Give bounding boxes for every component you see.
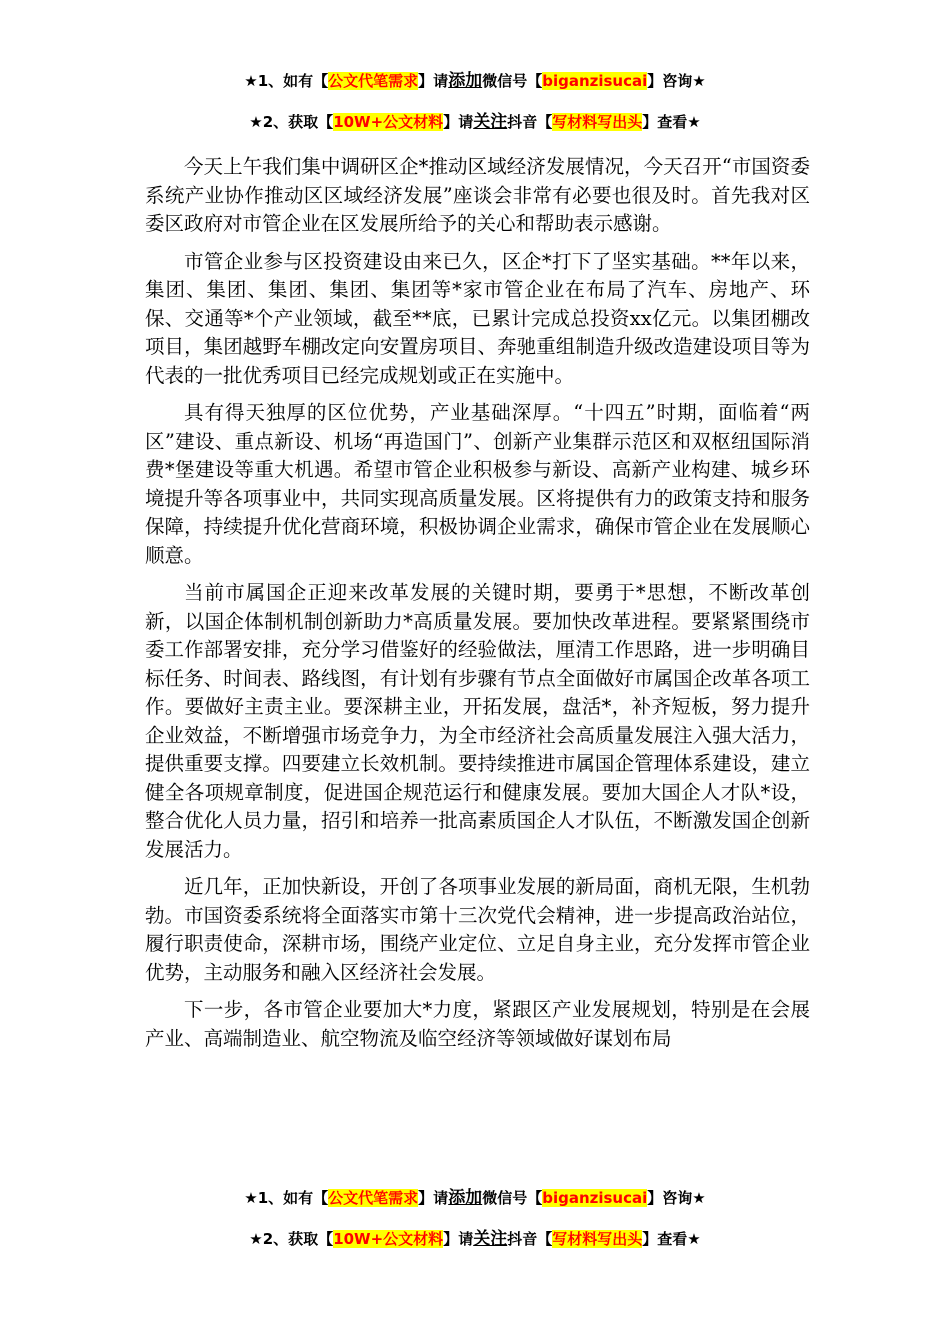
banner-highlight: 写材料写出头 — [552, 1230, 643, 1248]
banner-text: 】咨询★ — [647, 1189, 706, 1207]
banner-highlight: biganzisucai — [542, 72, 648, 90]
banner-text: ★1、如有【 — [244, 1189, 329, 1207]
banner-text: 抖音【 — [507, 1230, 553, 1248]
paragraph: 市管企业参与区投资建设由来已久，区企*打下了坚实基础。**年以来，集团、集团、集团、集团、集团等*家市管企业在布局了汽车、房地产、环保、交通等*个产业领域，截至**底，已累计完成总投资xx亿元。以集团棚改项目，集团越野车棚改定向安置房项目、奔驰重组制造升级改造建设项目等为代表的一批优秀项目已经完成规划或正在实施中。 — [145, 249, 810, 387]
banner-text: ★2、获取【 — [249, 113, 334, 131]
banner-text: ★2、获取【 — [249, 1230, 334, 1248]
bottom-banner-line-2 — [0, 1229, 950, 1249]
banner-highlight: 写材料写出头 — [552, 113, 643, 131]
paragraph: 近几年，正加快新设，开创了各项事业发展的新局面，商机无限，生机勃勃。市国资委系统将全面落实市第十三次党代会精神，进一步提高政治站位，履行职责使命，深耕市场，围绕产业定位、立足自身主业，充分发挥市管企业优势，主动服务和融入区经济社会发展。 — [145, 875, 810, 984]
banner-highlight: 10W+公文材料 — [333, 1230, 444, 1248]
banner-text: 】请 — [443, 113, 474, 131]
banner-text: 】咨询★ — [647, 72, 706, 90]
banner-highlight: 公文代笔需求 — [328, 1189, 419, 1207]
paragraph: 具有得天独厚的区位优势，产业基础深厚。“十四五”时期，面临着“两区”建设、重点新设、机场“再造国门”、创新产业集群示范区和双枢纽国际消费*堡建设等重大机遇。希望市管企业积极参与新设、高新产业构建、城乡环境提升等各项事业中，共同实现高质量发展。区将提供有力的政策支持和服务保障，持续提升优化营商环境，积极协调企业需求，确保市管企业在发展顺心顺意。 — [145, 401, 810, 567]
banner-highlight: biganzisucai — [542, 1189, 648, 1207]
banner-underline: 添加 — [448, 1188, 483, 1208]
banner-text: 微信号【 — [482, 72, 543, 90]
banner-text: 】请 — [418, 1189, 449, 1207]
banner-text: 】查看★ — [642, 1230, 701, 1248]
banner-text: 微信号【 — [482, 1189, 543, 1207]
document-body — [145, 153, 810, 1062]
banner-text: 】查看★ — [642, 113, 701, 131]
banner-highlight: 公文代笔需求 — [328, 72, 419, 90]
banner-text: 抖音【 — [507, 113, 553, 131]
banner-highlight: 10W+公文材料 — [333, 113, 444, 131]
top-banner-line-1 — [0, 71, 950, 91]
banner-text: 】请 — [443, 1230, 474, 1248]
banner-underline: 关注 — [473, 112, 508, 132]
paragraph: 当前市属国企正迎来改革发展的关键时期，要勇于*思想，不断改革创新，以国企体制机制创新助力*高质量发展。要加快改革进程。要紧紧围绕市委工作部署安排，充分学习借鉴好的经验做法，厘清工作思路，进一步明确目标任务、时间表、路线图，有计划有步骤有节点全面做好市属国企改革各项工作。要做好主责主业。要深耕主业，开拓发展，盘活*，补齐短板，努力提升企业效益，不断增强市场竞争力，为全市经济社会高质量发展注入强大活力，提供重要支撑。四要建立长效机制。要持续推进市属国企管理体系建设，建立健全各项规章制度，促进国企规范运行和健康发展。要加大国企人才队*设，整合优化人员力量，招引和培养一批高素质国企人才队伍，不断激发国企创新发展活力。 — [145, 581, 810, 861]
bottom-banner-line-1 — [0, 1188, 950, 1208]
paragraph: 今天上午我们集中调研区企*推动区域经济发展情况，今天召开“市国资委系统产业协作推动区区域经济发展”座谈会非常有必要也很及时。首先我对区委区政府对市管企业在区发展所给予的关心和帮助表示感谢。 — [145, 155, 810, 235]
banner-underline: 关注 — [473, 1229, 508, 1249]
banner-text: 】请 — [418, 72, 449, 90]
top-banner-line-2 — [0, 112, 950, 132]
banner-text: ★1、如有【 — [244, 72, 329, 90]
banner-underline: 添加 — [448, 71, 483, 91]
paragraph: 下一步，各市管企业要加大*力度，紧跟区产业发展规划，特别是在会展产业、高端制造业、航空物流及临空经济等领域做好谋划布局 — [145, 998, 810, 1050]
